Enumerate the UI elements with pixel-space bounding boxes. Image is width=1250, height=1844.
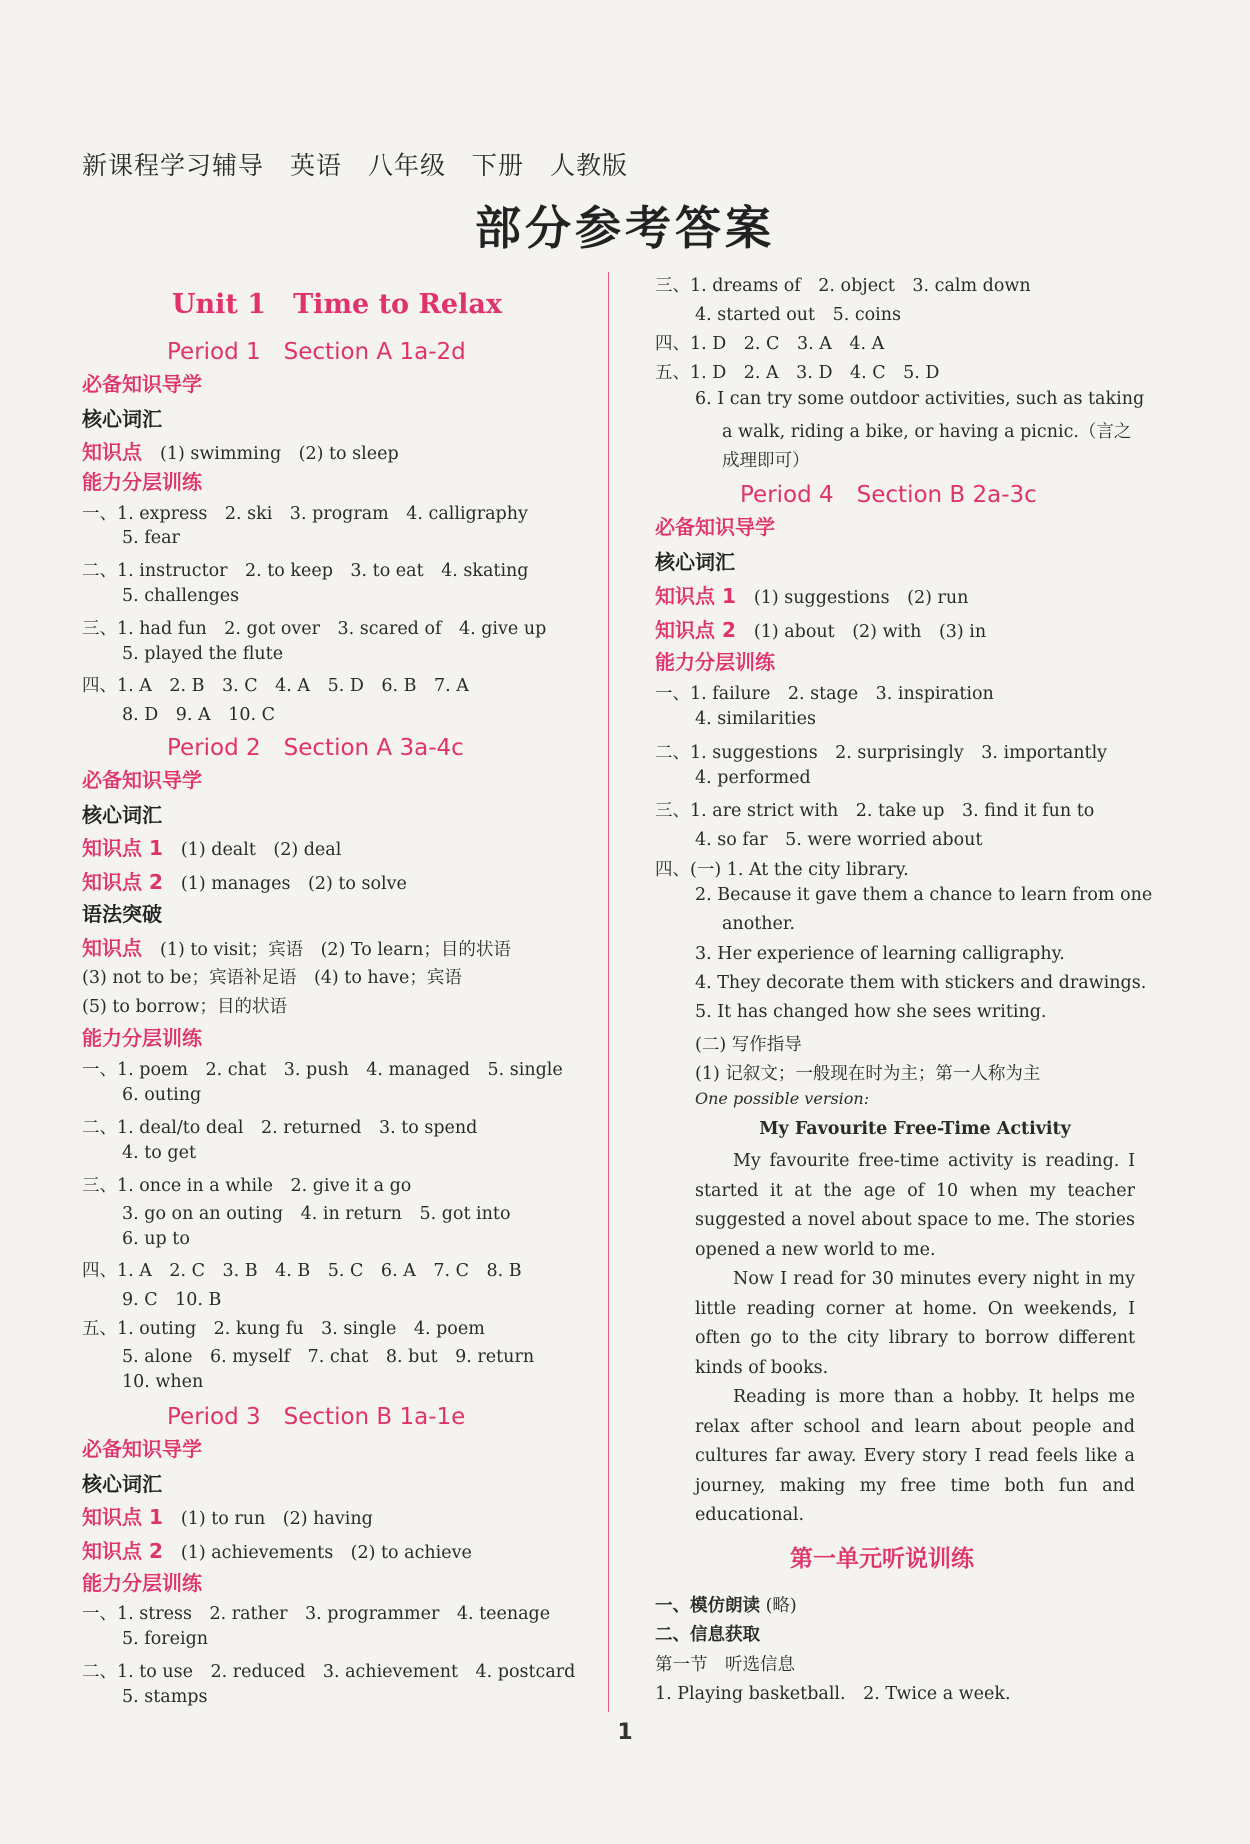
answer-line: 5. stamps	[122, 1687, 208, 1707]
section-heading: 核心词汇	[655, 550, 735, 574]
answer-line: 四、1. A 2. C 3. B 4. B 5. C 6. A 7. C 8. B	[82, 1261, 522, 1281]
answer-line: 五、1. D 2. A 3. D 4. C 5. D	[655, 363, 940, 383]
answer-line: (3) not to be；宾语补足语 (4) to have；宾语	[82, 968, 462, 988]
answer-text: (1) to visit；宾语 (2) To learn；目的状语	[160, 940, 511, 960]
answer-text: (1) about (2) with (3) in	[753, 622, 987, 642]
answer-line: 二、1. instructor 2. to keep 3. to eat 4. skating	[82, 561, 529, 581]
answer-line: 三、1. are strict with 2. take up 3. find it fun to	[655, 801, 1095, 821]
period-3-heading: Period 3 Section B 1a-1e	[167, 1404, 466, 1430]
answer-line: 三、1. dreams of 2. object 3. calm down	[655, 276, 1031, 296]
answer-line: 5. foreign	[122, 1629, 209, 1649]
kp-label: 知识点 2	[655, 618, 736, 642]
knowledge-point	[82, 832, 341, 861]
answer-line: 3. Her experience of learning calligraphy.	[695, 944, 1065, 964]
period-1-heading: Period 1 Section A 1a-2d	[167, 339, 466, 365]
left-column	[82, 0, 597, 1844]
answer-line: 五、1. outing 2. kung fu 3. single 4. poem	[82, 1319, 485, 1339]
section-heading: 核心词汇	[82, 803, 162, 827]
essay-paragraph: My favourite free-time activity is reading. I started it at the age of 10 when my teacher suggested a novel about space to me. The stories opened a new world to me.	[695, 1151, 1135, 1260]
section-heading: 能力分层训练	[82, 1026, 202, 1050]
kp-label: 知识点 2	[82, 870, 163, 894]
essay-paragraph: Reading is more than a hobby. It helps me relax after school and learn about people and cultures far away. Every story I read feels like a journey, making my free time both fun and educational.	[695, 1387, 1135, 1525]
answer-line: 4. started out 5. coins	[695, 305, 902, 325]
answer-line: 一、1. express 2. ski 3. program 4. calligraphy	[82, 504, 528, 524]
answer-line: 6. I can try some outdoor activities, such as taking	[695, 389, 1145, 409]
section-heading: 能力分层训练	[82, 470, 202, 494]
answer-line: 9. C 10. B	[122, 1290, 222, 1310]
unit-title: Unit 1 Time to Relax	[172, 289, 502, 320]
column-divider	[608, 272, 609, 1712]
answer-line: 4. so far 5. were worried about	[695, 830, 983, 850]
knowledge-point	[82, 436, 399, 465]
section-heading: 核心词汇	[82, 407, 162, 431]
kp-label: 知识点	[82, 440, 142, 464]
knowledge-point	[82, 932, 511, 961]
answer-line: 成理即可）	[722, 451, 810, 471]
answer-line: 一、1. stress 2. rather 3. programmer 4. teenage	[82, 1604, 551, 1624]
answer-line: 1. Playing basketball. 2. Twice a week.	[655, 1684, 1011, 1704]
essay-title: My Favourite Free-Time Activity	[759, 1119, 1071, 1139]
knowledge-point	[82, 1535, 472, 1564]
answer-text: (1) dealt (2) deal	[180, 840, 342, 860]
answer-line: a walk, riding a bike, or having a picnic.（言之	[722, 422, 1132, 442]
listening-section-title: 第一单元听说训练	[790, 1546, 974, 1572]
answer-line: 10. when	[122, 1372, 204, 1392]
answer-line: 2. Because it gave them a chance to learn from one	[695, 885, 1153, 905]
period-4-heading: Period 4 Section B 2a-3c	[740, 482, 1037, 508]
kp-label: 知识点 1	[655, 584, 736, 608]
answer-line: 5. challenges	[122, 586, 240, 606]
answer-line: 5. fear	[122, 528, 180, 548]
answer-text: (1) suggestions (2) run	[753, 588, 969, 608]
answer-line: 4. to get	[122, 1143, 196, 1163]
answer-text: (1) to run (2) having	[180, 1509, 373, 1529]
version-label: One possible version:	[695, 1089, 870, 1108]
answer-line: 8. D 9. A 10. C	[122, 705, 275, 725]
answer-line: 6. outing	[122, 1085, 202, 1105]
answer-line: 三、1. had fun 2. got over 3. scared of 4. give up	[82, 619, 547, 639]
answer-line: (1) 记叙文；一般现在时为主；第一人称为主	[695, 1064, 1041, 1084]
answer-line: 3. go on an outing 4. in return 5. got into	[122, 1204, 511, 1224]
answer-text: (1) manages (2) to solve	[180, 874, 407, 894]
section-heading: 必备知识导学	[82, 768, 202, 792]
answer-line: 一、1. poem 2. chat 3. push 4. managed 5. single	[82, 1060, 563, 1080]
item-heading: 一、模仿朗读	[655, 1596, 760, 1616]
answer-line: 4. They decorate them with stickers and drawings.	[695, 973, 1147, 993]
listening-item	[655, 1592, 797, 1617]
answer-line: 4. performed	[695, 768, 811, 788]
section-heading: 语法突破	[82, 902, 162, 926]
answer-line: 5. alone 6. myself 7. chat 8. but 9. return	[122, 1347, 535, 1367]
book-header: 新课程学习辅导 英语 八年级 下册 人教版	[82, 151, 629, 180]
answer-line: 四、1. D 2. C 3. A 4. A	[655, 334, 885, 354]
section-heading: 必备知识导学	[82, 1437, 202, 1461]
period-2-heading: Period 2 Section A 3a-4c	[167, 735, 464, 761]
answer-line: 5. played the flute	[122, 644, 284, 664]
answer-line: 5. It has changed how she sees writing.	[695, 1002, 1047, 1022]
section-heading: 核心词汇	[82, 1472, 162, 1496]
answer-line: 6. up to	[122, 1229, 190, 1249]
answer-line: 二、1. to use 2. reduced 3. achievement 4. postcard	[82, 1662, 576, 1682]
knowledge-point	[655, 614, 986, 643]
knowledge-point	[82, 1501, 373, 1530]
item-note: (略)	[765, 1596, 797, 1616]
answer-line: (二) 写作指导	[695, 1035, 802, 1055]
page-number: 1	[617, 1720, 633, 1745]
item-heading: 二、信息获取	[655, 1625, 760, 1645]
answer-line: 四、(一) 1. At the city library.	[655, 860, 909, 880]
answer-line: 二、1. suggestions 2. surprisingly 3. importantly	[655, 743, 1108, 763]
sub-heading: 第一节 听选信息	[655, 1655, 795, 1675]
kp-label: 知识点 1	[82, 836, 163, 860]
answer-line: another.	[722, 914, 795, 934]
answer-line: 一、1. failure 2. stage 3. inspiration	[655, 684, 994, 704]
answer-line: 三、1. once in a while 2. give it a go	[82, 1176, 412, 1196]
knowledge-point	[82, 866, 407, 895]
knowledge-point	[655, 580, 968, 609]
answer-line: 二、1. deal/to deal 2. returned 3. to spend	[82, 1118, 478, 1138]
answer-line: 四、1. A 2. B 3. C 4. A 5. D 6. B 7. A	[82, 676, 469, 696]
section-heading: 能力分层训练	[82, 1571, 202, 1595]
answer-text: (1) achievements (2) to achieve	[180, 1543, 472, 1563]
section-heading: 必备知识导学	[655, 515, 775, 539]
essay-paragraph: Now I read for 30 minutes every night in my little reading corner at home. On weekends, I often go to the city library to borrow different kinds of books.	[695, 1269, 1135, 1378]
kp-label: 知识点 2	[82, 1539, 163, 1563]
page-title: 部分参考答案	[475, 201, 775, 255]
section-heading: 必备知识导学	[82, 372, 202, 396]
kp-label: 知识点 1	[82, 1505, 163, 1529]
answer-line: 4. similarities	[695, 709, 816, 729]
right-column	[655, 0, 1153, 1844]
answer-text: (1) swimming (2) to sleep	[160, 444, 399, 464]
section-heading: 能力分层训练	[655, 650, 775, 674]
kp-label: 知识点	[82, 936, 142, 960]
answer-line: (5) to borrow；目的状语	[82, 997, 287, 1017]
